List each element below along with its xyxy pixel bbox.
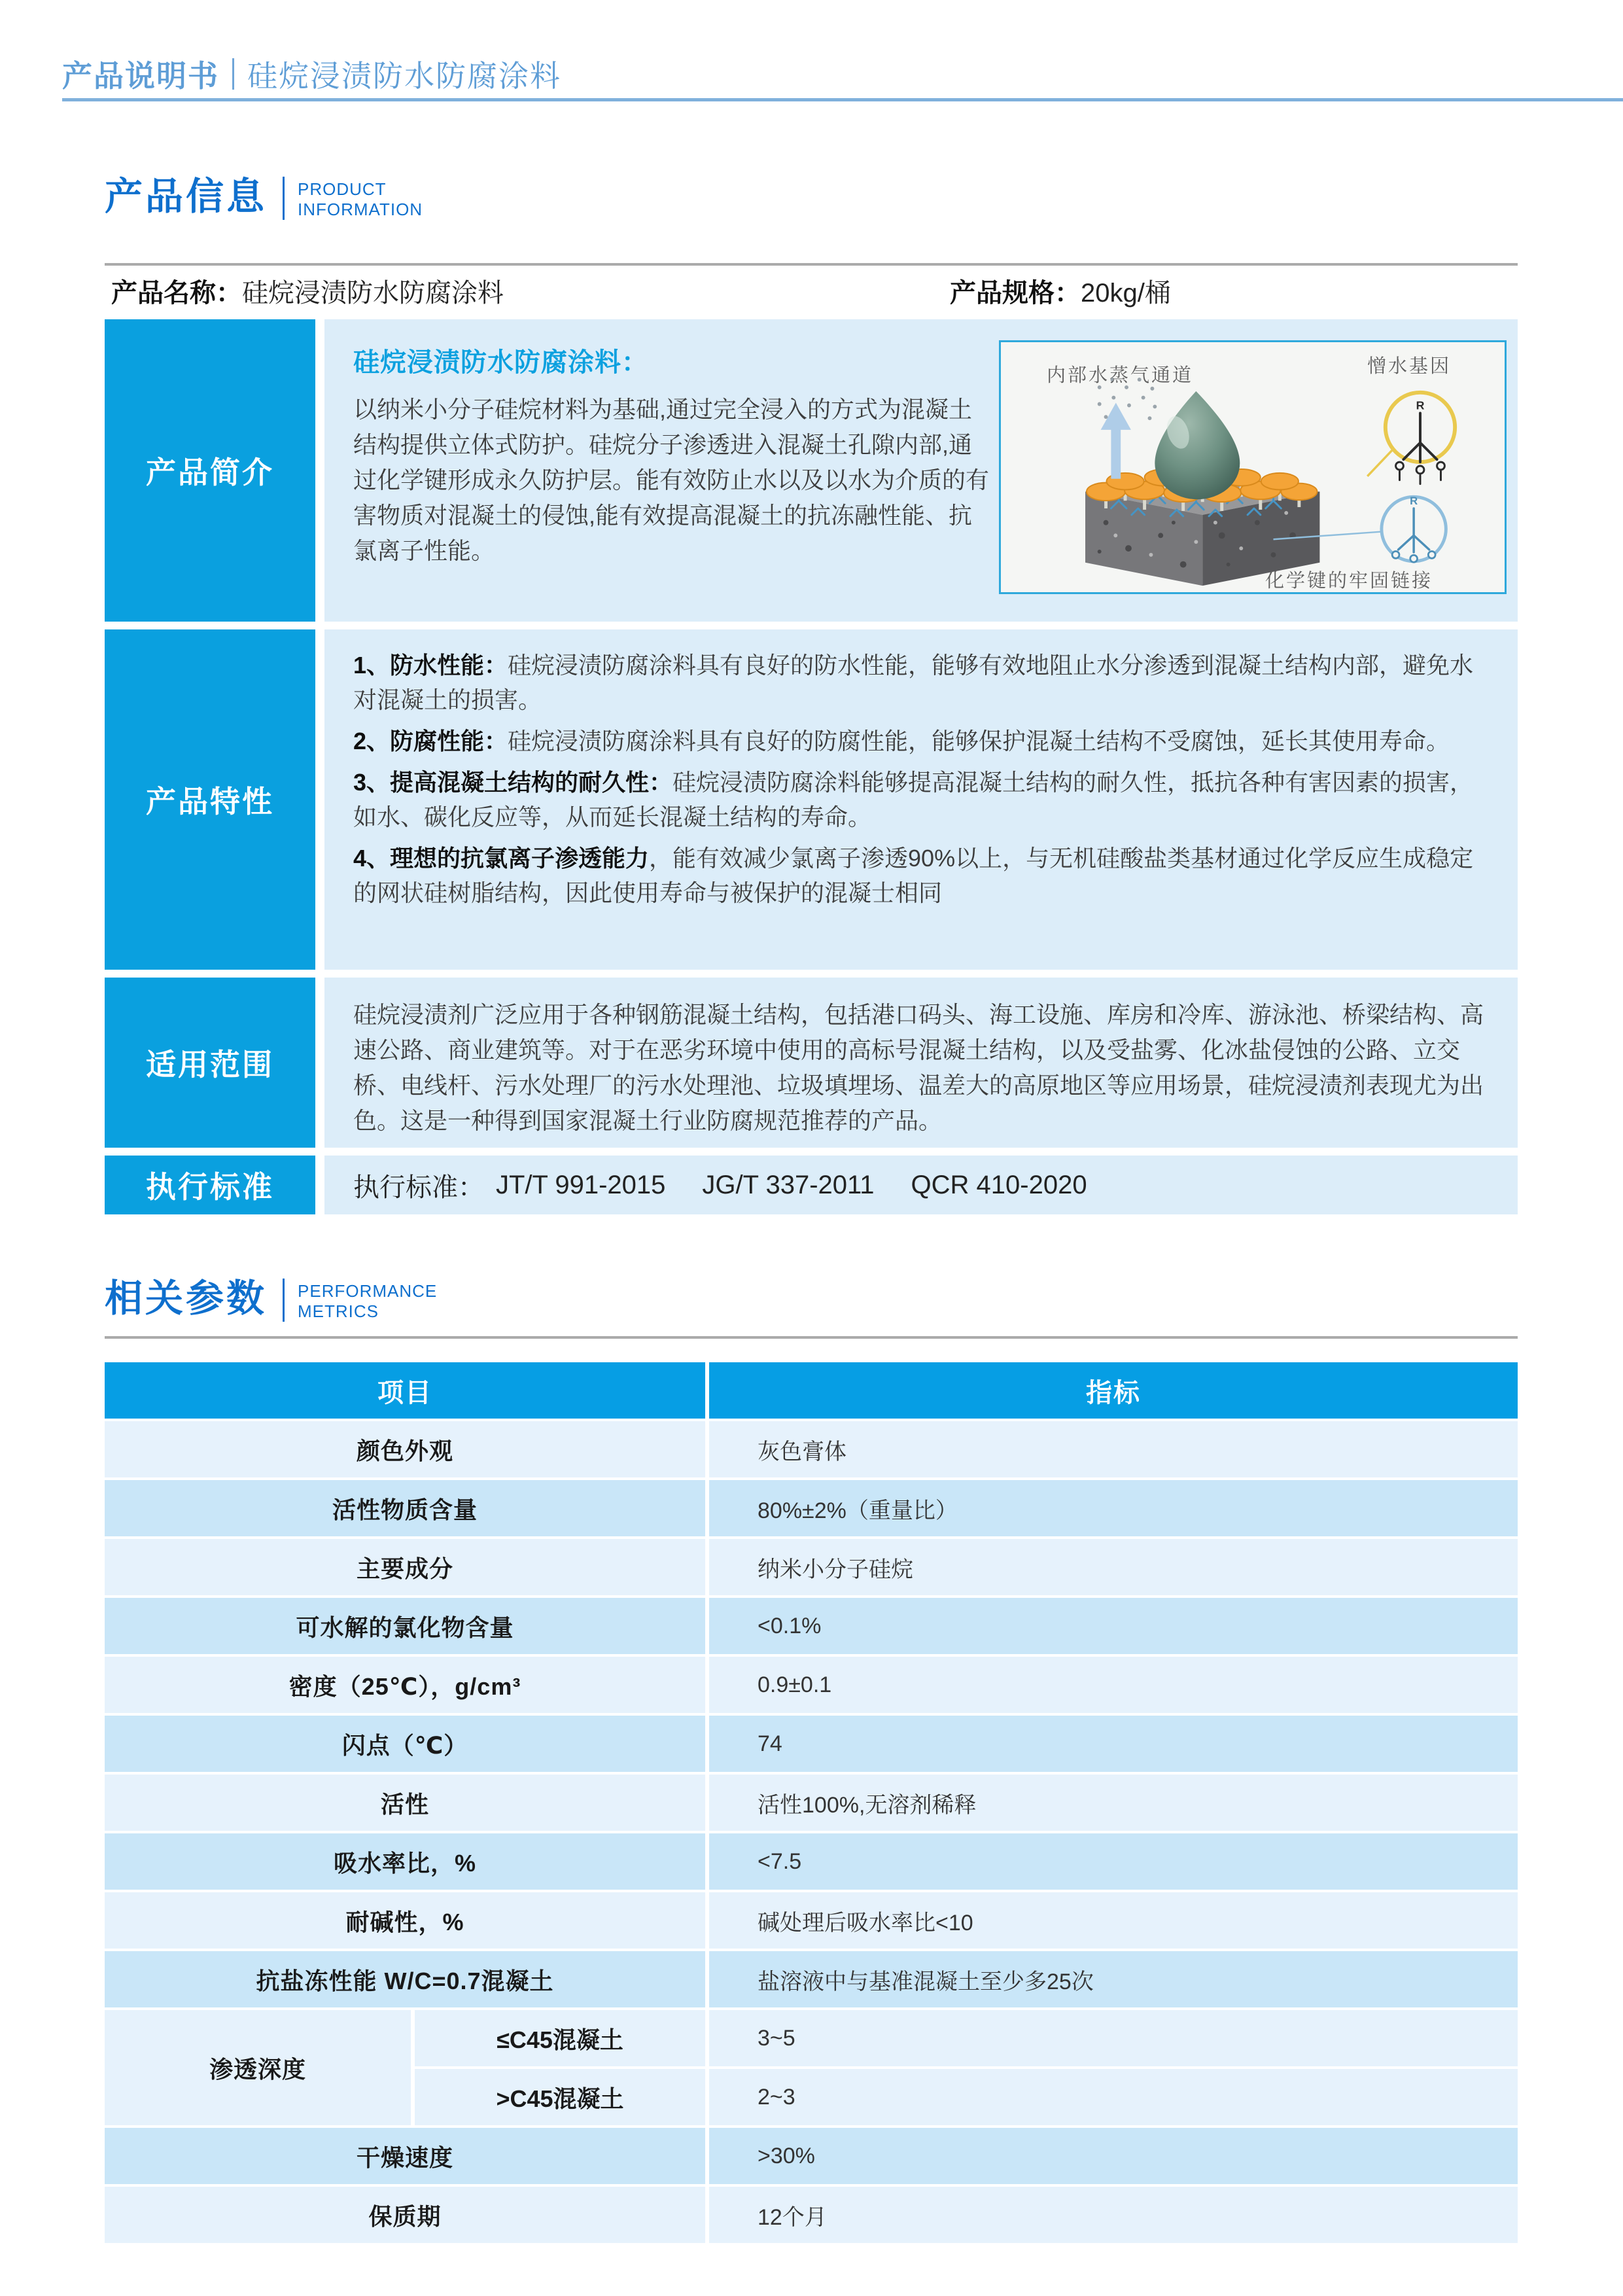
section-title: 产品信息: [105, 175, 268, 218]
product-spec-pair: [950, 272, 1171, 309]
section-performance-heading: [105, 1277, 437, 1322]
info-block-scope: [105, 978, 1518, 1148]
table-row: [105, 1892, 1518, 1949]
row-item: 闪点（℃）: [105, 1716, 705, 1772]
row-item: 密度（25℃），g/cm³: [105, 1657, 705, 1713]
section-rule: [105, 1336, 1518, 1339]
section-rule: [105, 263, 1518, 266]
info-block-standards: [105, 1156, 1518, 1214]
row-value: >30%: [709, 2128, 1518, 2184]
table-row: [105, 1598, 1518, 1654]
feature-item-lead: 1、防水性能：: [353, 652, 508, 679]
section-subtitle-line1: PERFORMANCE: [298, 1281, 438, 1301]
section-subtitle-line1: PRODUCT: [298, 179, 387, 199]
table-row: [105, 1716, 1518, 1772]
feature-item-lead: 3、提高混凝土结构的耐久性：: [353, 769, 673, 796]
row-value: 纳米小分子硅烷: [709, 1539, 1518, 1595]
section-subtitle-line2: METRICS: [298, 1301, 379, 1321]
illustration-label-chemical-bond: 化学键的牢固链接: [1265, 571, 1433, 592]
intro-title: 硅烷浸渍防水防腐涂料：: [353, 348, 648, 377]
info-block-features: [105, 629, 1518, 970]
row-item: 活性物质含量: [105, 1480, 705, 1536]
doc-type-label: 产品说明书: [62, 59, 219, 93]
info-block-intro: [105, 319, 1518, 622]
row-item: 可水解的氯化物含量: [105, 1598, 705, 1654]
section-subtitle-en: [298, 1277, 437, 1322]
standards-label-cell: 执行标准: [105, 1156, 315, 1214]
feature-item: [353, 765, 1489, 834]
illustration-label-vapor-channel: 内部水蒸气通道: [1047, 365, 1194, 386]
row-item: 颜色外观: [105, 1421, 705, 1477]
group-sub-value: 3~5: [709, 2010, 1518, 2066]
product-name-value: 硅烷浸渍防水防腐涂料: [242, 279, 504, 308]
row-value: 80%±2%（重量比）: [709, 1480, 1518, 1536]
row-item: 主要成分: [105, 1539, 705, 1595]
intro-body-text: 以纳米小分子硅烷材料为基础,通过完全浸入的方式为混凝土结构提供立体式防护。硅烷分子渗透进入混凝土孔隙内部,通过化学键形成永久防护层。能有效防止水以及以水为介质的有害物质对混凝土的侵蚀,能有效提高混凝土的抗冻融性能、抗氯离子性能。: [353, 396, 990, 564]
row-value: 74: [709, 1716, 1518, 1772]
group-sub-value: 2~3: [709, 2069, 1518, 2125]
scope-label-cell: 适用范围: [105, 978, 315, 1148]
row-value: 灰色膏体: [709, 1421, 1518, 1477]
intro-content-cell: [324, 319, 1518, 622]
page-header: [62, 52, 561, 96]
feature-item-text: 硅烷浸渍防腐涂料具有良好的防水性能，能够有效地阻止水分渗透到混凝土结构内部，避免水对混凝土的损害。: [353, 652, 1474, 713]
section-title-divider-bar: [283, 1279, 285, 1322]
row-value: 活性100%,无溶剂稀释: [709, 1775, 1518, 1831]
feature-item-lead: 2、防腐性能：: [353, 728, 508, 754]
group-sub-item: ≤C45混凝土: [415, 2010, 705, 2066]
feature-item-text: 硅烷浸渍防腐涂料能够提高混凝土结构的耐久性，抵抗各种有害因素的损害，如水、碳化反应等，从而延长混凝土结构的寿命。: [353, 769, 1474, 830]
table-row: [105, 1480, 1518, 1536]
standard-code: QCR 410-2020: [911, 1170, 1087, 1199]
product-name-label: 产品名称：: [111, 279, 242, 308]
features-label-cell: 产品特性: [105, 629, 315, 970]
row-value: 盐溶液中与基准混凝土至少多25次: [709, 1951, 1518, 2007]
parameters-table-header: [105, 1362, 1518, 1419]
section-product-info-heading: [105, 175, 423, 220]
scope-body-text: 硅烷浸渍剂广泛应用于各种钢筋混凝土结构，包括港口码头、海工设施、库房和冷库、游泳池、桥梁结构、高速公路、商业建筑等。对于在恶劣环境中使用的高标号混凝土结构，以及受盐雾、化冰盐侵蚀的公路、立交桥、电线杆、污水处理厂的污水处理池、垃圾填埋场、温差大的高原地区等应用场景，硅烷浸渍剂表现尤为出色。这是一种得到国家混凝土行业防腐规范推荐的产品。: [353, 1001, 1484, 1134]
product-spec-value: 20kg/桶: [1081, 279, 1171, 308]
standards-content-cell: [324, 1156, 1518, 1214]
section-title-divider-bar: [283, 177, 285, 220]
row-value: 0.9±0.1: [709, 1657, 1518, 1713]
section-subtitle-line2: INFORMATION: [298, 200, 423, 219]
group-item: 渗透深度: [105, 2010, 411, 2125]
feature-item-lead: 4、理想的抗氯离子渗透能力: [353, 845, 650, 872]
parameters-table: [105, 1362, 1518, 2243]
intro-label-cell: 产品简介: [105, 319, 315, 622]
illustration-label-hydrophobic-group: 憎水基因: [1367, 356, 1452, 377]
table-row: [105, 1657, 1518, 1713]
table-row: [105, 2128, 1518, 2184]
scope-content-cell: [324, 978, 1518, 1148]
feature-item-text: ，能有效减少氯离子渗透90%以上，与无机硅酸盐类基材通过化学反应生成稳定的网状硅树脂结构，因此使用寿命与被保护的混凝士相同: [353, 845, 1474, 906]
row-item: 抗盐冻性能 W/C=0.7混凝土: [105, 1951, 705, 2007]
product-illustration: [999, 340, 1507, 594]
table-row: [105, 1951, 1518, 2007]
header-product-name: 硅烷浸渍防水防腐涂料: [247, 59, 561, 93]
header-divider-bar: [232, 58, 234, 90]
standards-lead: 执行标准：: [353, 1173, 484, 1202]
hydrophobic-group-callout: [1367, 393, 1455, 484]
column-header-item: 项目: [105, 1362, 705, 1419]
table-row: [105, 2187, 1518, 2243]
section-title: 相关参数: [105, 1277, 268, 1320]
feature-item: [353, 841, 1489, 910]
table-row: [105, 1539, 1518, 1595]
standard-code: JG/T 337-2011: [702, 1170, 875, 1199]
features-content-cell: [324, 629, 1518, 970]
vapor-channel-arrow: [1101, 403, 1131, 479]
row-item: 吸水率比，%: [105, 1833, 705, 1890]
row-value: <7.5: [709, 1833, 1518, 1890]
product-name-row: [111, 272, 1518, 306]
feature-item: [353, 648, 1489, 717]
row-value: 12个月: [709, 2187, 1518, 2243]
group-sub-item: >C45混凝土: [415, 2069, 705, 2125]
row-item: 干燥速度: [105, 2128, 705, 2184]
row-value: <0.1%: [709, 1598, 1518, 1654]
table-row-group-penetration-depth: [105, 2010, 1518, 2125]
product-spec-label: 产品规格：: [950, 279, 1081, 308]
water-droplet-graphic: [1155, 391, 1240, 499]
svg-text:R: R: [1410, 495, 1418, 508]
section-subtitle-en: [298, 175, 423, 220]
table-row: [105, 1421, 1518, 1477]
standard-code: JT/T 991-2015: [496, 1170, 666, 1199]
svg-text:R: R: [1416, 398, 1425, 412]
feature-item-text: 硅烷浸渍防腐涂料具有良好的防腐性能，能够保护混凝土结构不受腐蚀，延长其使用寿命。: [508, 728, 1450, 754]
table-row: [105, 1833, 1518, 1890]
table-row: [105, 1775, 1518, 1831]
row-item: 活性: [105, 1775, 705, 1831]
feature-item: [353, 724, 1489, 758]
row-value: 碱处理后吸水率比<10: [709, 1892, 1518, 1949]
row-item: 耐碱性，%: [105, 1892, 705, 1949]
row-item: 保质期: [105, 2187, 705, 2243]
column-header-value: 指标: [709, 1362, 1518, 1419]
header-rule: [62, 98, 1623, 101]
